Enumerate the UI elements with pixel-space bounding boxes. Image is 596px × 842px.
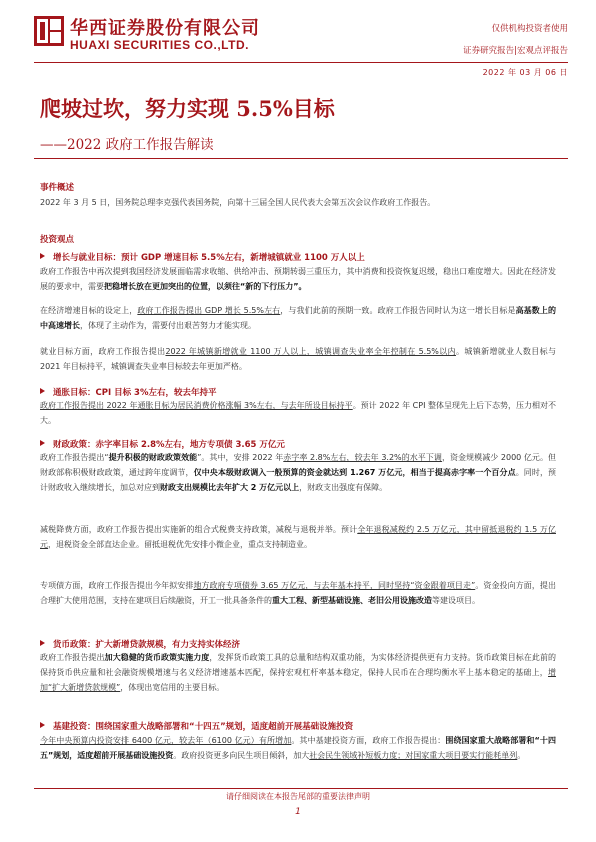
emphasis: 把稳增长放在更加突出的位置，以须往“新的下行压力”。	[104, 282, 307, 291]
footer-divider	[34, 788, 568, 789]
text: 政府工作报告中再次提到我国经济发展面临需求收缩、供给冲击、预期转弱三重压力，其中消费和投资恢复迟缓，稳出口难度增大。因此在经济发展的要求中，需要	[40, 267, 556, 291]
emphasis: 重大工程、新型基础设施、老旧公用设施改造	[272, 596, 432, 605]
infrastructure-paragraph	[40, 733, 556, 763]
bullet-growth-title: 增长与就业目标：预计 GDP 增速目标 5.5%左右，新增城镇就业 1100 万人以上	[53, 253, 365, 263]
text: ，体现出宽信用的主要目标。	[120, 683, 225, 692]
underlined-text: 增加“扩大新增贷款规模”	[40, 668, 556, 692]
tax-cut-paragraph	[40, 522, 556, 552]
company-name-cn: 华西证券股份有限公司	[70, 18, 260, 39]
text: ，财政支出强度有保障。	[299, 483, 388, 492]
views-heading: 投资观点	[40, 235, 75, 245]
text: 。同时，预计财政收入继续增长，加总对应到	[40, 468, 557, 492]
bullet-growth-target	[40, 251, 365, 263]
legal-notice: 请仔细阅读在本报告尾部的重要法律声明	[226, 792, 370, 801]
text: ，发挥货币政策工具的总量和结构双重功能，为实体经济提供更有力支持。货币政策目标在此前的保持货币供应量和社会融资规模增速与名义经济增速基本匹配，保持宏观杠杆率基本稳定，保持人民币在合理均衡水平上基本稳定的基础上，	[40, 653, 557, 677]
underlined-text: 全年退税减税约 2.5 万亿元，其中留抵退税约 1.5 万亿元	[40, 525, 556, 549]
monetary-paragraph	[40, 650, 556, 695]
bullet-monetary-policy	[40, 638, 240, 650]
company-name-en: HUAXI SECURITIES CO.,LTD.	[70, 38, 249, 52]
underlined-text: 政府工作报告提出 2022 年通胀目标为居民消费价格涨幅 3%左右，与去年所设目标持平	[40, 401, 353, 410]
underlined-text: 政府工作报告提出 GDP 增长 5.5%左右	[137, 306, 281, 315]
growth-paragraph-2	[40, 303, 556, 333]
text: 。预计 2022 年 CPI 整体呈现先上后下态势，压力相对不大。	[40, 401, 556, 425]
header-divider	[34, 62, 568, 63]
triangle-bullet-icon	[40, 440, 45, 446]
triangle-bullet-icon	[40, 253, 45, 259]
special-bond-paragraph	[40, 578, 556, 608]
text: ，资金规模减少 2000 亿元。但财政部称积极财政政策，通过跨年度调节，	[40, 453, 557, 477]
text: ，与我们此前的预期一致。政府工作报告同时认为这一增长目标是	[280, 306, 516, 315]
report-date: 2022 年 03 月 06 日	[482, 68, 568, 77]
page-number: 1	[295, 807, 301, 817]
text: 政府工作报告提出	[40, 653, 105, 662]
text: 。	[517, 751, 526, 760]
text: 。政府投资更多向民生项目倾斜，加大	[173, 751, 310, 760]
bullet-infrastructure-title: 基建投资：围绕国家重大战略部署和“十四五”规划，适度超前开展基础设施投资	[53, 722, 354, 732]
report-title: 爬坡过坎，努力实现 5.5%目标	[40, 96, 335, 121]
emphasis: 高基数上的中高速增长	[40, 306, 557, 330]
employment-paragraph	[40, 344, 556, 374]
report-type: 证券研究报告|宏观点评报告	[463, 46, 568, 56]
text: ，体现了主动作为，需要付出艰苦努力才能实现。	[80, 321, 256, 330]
emphasis: 围绕国家重大战略部署和“十四五”规划，适度超前开展基础设施投资	[40, 736, 556, 760]
triangle-bullet-icon	[40, 722, 45, 728]
text: 。资金投向方面，提出合理扩大使用范围，支持在建项目后续融资，开工一批具备条件的	[40, 581, 557, 605]
fiscal-paragraph-1	[40, 450, 556, 495]
bullet-fiscal-policy	[40, 438, 285, 450]
text: 政府工作报告提出“	[40, 453, 109, 462]
emphasis: 仅中央本级财政调入一般预算的资金就达到 1.267 万亿元，相当于提高赤字率一个百分点	[193, 468, 516, 477]
text: 。其中基建投资方面，政府工作报告提出：	[291, 736, 446, 745]
text: 减税降费方面，政府工作报告提出实施新的组合式税费支持政策，减税与退税并举。预计	[40, 525, 358, 534]
text: ”。其中，安排 2022 年	[197, 453, 284, 462]
events-paragraph: 2022 年 3 月 5 日，国务院总理李克强代表国务院，向第十三届全国人民代表大会第五次会议作政府工作报告。	[40, 198, 436, 207]
bullet-infrastructure	[40, 720, 353, 732]
report-subtitle: ——2022 政府工作报告解读	[40, 137, 214, 153]
bullet-inflation-title: 通胀目标：CPI 目标 3%左右，较去年持平	[53, 388, 217, 398]
underlined-text: 地方政府专项债券 3.65 万亿元，与去年基本持平，同时坚持“资金跟着项目走”	[193, 581, 476, 590]
inflation-paragraph	[40, 398, 556, 428]
bullet-fiscal-title: 财政政策：赤字率目标 2.8%左右，地方专项债 3.65 万亿元	[53, 440, 285, 450]
text: 就业目标方面，政府工作报告提出	[40, 347, 166, 356]
text: 专项债方面，政府工作报告提出今年拟安排	[40, 581, 194, 590]
title-divider	[34, 158, 568, 159]
bullet-monetary-title: 货币政策：扩大新增贷款规模，有力支持实体经济	[53, 640, 241, 650]
triangle-bullet-icon	[40, 640, 45, 646]
underlined-text: 2022 年城镇新增就业 1100 万人以上，城镇调查失业率全年控制在 5.5%以内	[165, 347, 456, 356]
audience-note: 仅供机构投资者使用	[491, 24, 568, 34]
triangle-bullet-icon	[40, 388, 45, 394]
growth-paragraph-1	[40, 264, 556, 294]
text: 等建设项目。	[432, 596, 480, 605]
bullet-inflation-target	[40, 386, 216, 398]
huaxi-logo-icon	[34, 16, 64, 46]
underlined-text: 社会民生领域补短板力度；对国家重大项目要实行能耗单列	[309, 751, 518, 760]
emphasis: 财政支出规模比去年扩大 2 万亿元以上	[160, 483, 300, 492]
emphasis: 加大稳健的货币政策实施力度	[104, 653, 210, 662]
text: ，退税资金全部直达企业。留抵退税优先安排小微企业，重点支持制造业。	[48, 540, 312, 549]
emphasis: 提升积极的财政政策效能	[108, 453, 198, 462]
text: 在经济增速目标的设定上，	[40, 306, 138, 315]
text: 。城镇新增就业人数目标与 2021 年目标持平，城镇调查失业率目标较去年更加严格。	[40, 347, 556, 371]
underlined-text: 今年中央预算内投资安排 6400 亿元，较去年（6100 亿元）有所增加	[40, 736, 292, 745]
underlined-text: 赤字率 2.8%左右，较去年 3.2%的水平下调	[283, 453, 442, 462]
events-heading: 事件概述	[40, 183, 75, 193]
